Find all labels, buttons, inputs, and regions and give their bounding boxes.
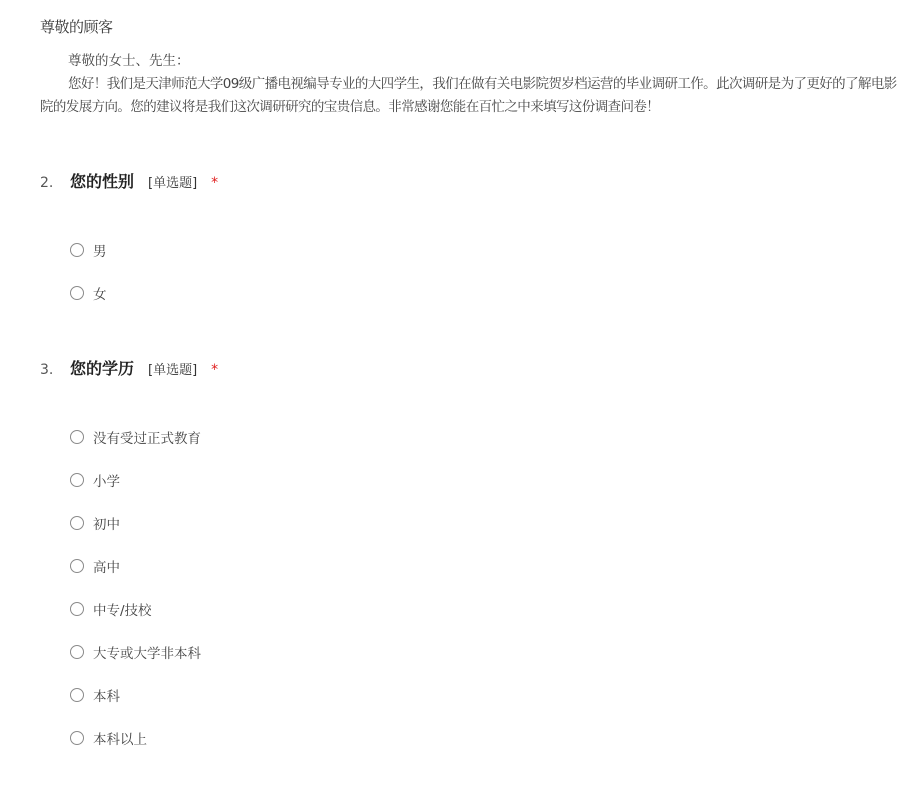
radio-button[interactable]	[70, 516, 84, 530]
option-label: 初中	[93, 517, 120, 533]
option-label: 本科以上	[93, 732, 147, 748]
option-list	[70, 240, 107, 326]
option-junior-high[interactable]	[70, 513, 201, 533]
intro-salutation: 尊敬的女士、先生：	[68, 53, 190, 69]
option-above-bachelor[interactable]	[70, 728, 201, 748]
radio-button[interactable]	[70, 286, 84, 300]
option-no-formal-education[interactable]	[70, 427, 201, 447]
option-label: 中专/技校	[93, 603, 152, 619]
question-gender	[40, 169, 219, 303]
question-title: 您的性别	[70, 172, 135, 191]
option-label: 本科	[93, 689, 120, 705]
radio-button[interactable]	[70, 645, 84, 659]
option-vocational[interactable]	[70, 599, 201, 619]
question-title: 您的学历	[70, 359, 135, 378]
intro-body: 您好！我们是天津师范大学09级广播电视编导专业的大四学生，我们在做有关电影院贺岁档运营的毕业调研工作。此次调研是为了更好的了解电影院的发展方向。您的建议将是我们这次调研研究的宝贵信息。非常感谢您能在百忙之中来填写这份调查问卷！	[40, 76, 897, 115]
required-marker: *	[211, 362, 219, 378]
intro-section	[40, 50, 900, 119]
page-title: 尊敬的顾客	[40, 18, 113, 36]
radio-button[interactable]	[70, 559, 84, 573]
option-female[interactable]	[70, 283, 107, 303]
radio-button[interactable]	[70, 430, 84, 444]
required-marker: *	[211, 175, 219, 191]
question-type-label: [单选题]	[148, 176, 198, 191]
option-college-non-bachelor[interactable]	[70, 642, 201, 662]
radio-button[interactable]	[70, 602, 84, 616]
option-label: 女	[93, 287, 107, 303]
radio-button[interactable]	[70, 688, 84, 702]
option-primary-school[interactable]	[70, 470, 201, 490]
option-list	[70, 427, 201, 771]
option-label: 男	[93, 244, 107, 260]
radio-button[interactable]	[70, 243, 84, 257]
radio-button[interactable]	[70, 473, 84, 487]
question-header	[40, 356, 218, 378]
radio-button[interactable]	[70, 731, 84, 745]
question-education	[40, 356, 219, 748]
option-male[interactable]	[70, 240, 107, 260]
question-type-label: [单选题]	[148, 363, 198, 378]
option-bachelor[interactable]	[70, 685, 201, 705]
question-number: 2.	[40, 175, 54, 191]
option-label: 高中	[93, 560, 120, 576]
option-senior-high[interactable]	[70, 556, 201, 576]
question-number: 3.	[40, 362, 54, 378]
option-label: 大专或大学非本科	[93, 646, 201, 662]
question-header	[40, 169, 218, 191]
option-label: 小学	[93, 474, 120, 490]
option-label: 没有受过正式教育	[93, 431, 201, 447]
